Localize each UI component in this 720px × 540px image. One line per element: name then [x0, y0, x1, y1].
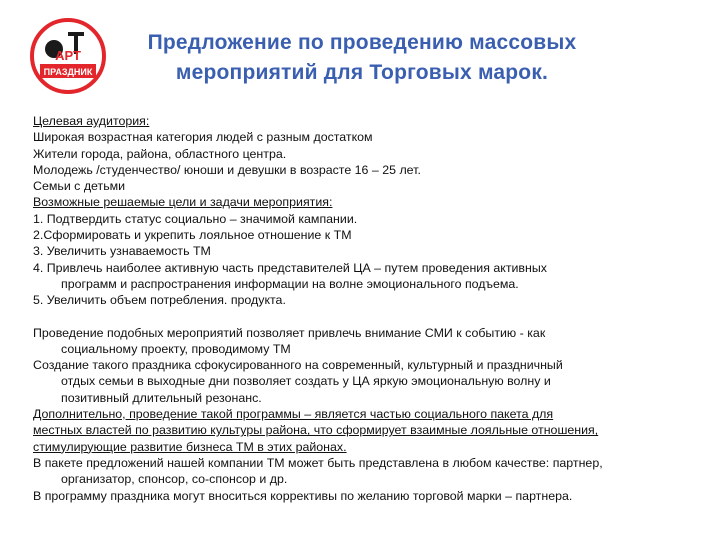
paragraph-line: В программу праздника могут вноситься коррективы по желанию торговой марки – партнера.	[33, 488, 573, 503]
list-item: 3. Увеличить узнаваемость ТМ	[33, 244, 211, 259]
logo-badge-text: ПРАЗДНИК	[43, 67, 93, 77]
paragraph-line-underlined: местных властей по развитию культуры района, что сформирует взаимные лояльные отношения,	[33, 423, 599, 438]
list-item: 2.Сформировать и укрепить лояльное отношение к ТМ	[33, 228, 352, 243]
paragraph-line: В пакете предложений нашей компании ТМ может быть представлена в любом качестве: партнер,	[33, 455, 603, 470]
paragraph-continuation: организатор, спонсор, со-спонсор и др.	[61, 472, 288, 487]
list-item: 1. Подтвердить статус социально – значимой кампании.	[33, 211, 358, 226]
paragraph-line: Молодежь /студенчество/ юноши и девушки в возрасте 16 – 25 лет.	[33, 162, 421, 177]
page-title	[112, 28, 612, 88]
list-item: 4. Привлечь наиболее активную часть представителей ЦА – путем проведения активных	[33, 260, 547, 275]
company-logo	[28, 16, 108, 96]
paragraph-continuation: социальному проекту, проводимому ТМ	[61, 341, 291, 356]
paragraph-line: Широкая возрастная категория людей с разным достатком	[33, 130, 373, 145]
list-item: 5. Увеличить объем потребления. продукта.	[33, 293, 286, 308]
paragraph-line: Создание такого праздника сфокусированного на современный, культурный и праздничный	[33, 358, 563, 373]
paragraph-continuation: позитивный длительный резонанс.	[61, 390, 262, 405]
paragraph-line-underlined: стимулирующие развитие бизнеса ТМ в этих районах.	[33, 439, 347, 454]
paragraph-continuation: отдых семьи в выходные дни позволяет создать у ЦА яркую эмоциональную волну и	[61, 374, 551, 389]
title-line-1: Предложение по проведению массовых	[147, 31, 577, 54]
paragraph-line-underlined: Дополнительно, проведение такой программы – является частью социального пакета для	[33, 407, 554, 422]
document-body	[33, 113, 693, 504]
paragraph-line: Жители города, района, областного центра.	[33, 146, 287, 161]
list-item-continuation: программ и распространения информации на волне эмоционального подъема.	[61, 276, 519, 291]
title-line-2: мероприятий для Торговых марок.	[175, 61, 549, 84]
paragraph-line: Семьи с детьми	[33, 179, 126, 194]
heading-goals: Возможные решаемые цели и задачи мероприятия:	[33, 195, 333, 210]
logo-text-top: АРТ	[55, 48, 81, 63]
paragraph-line: Проведение подобных мероприятий позволяет привлечь внимание СМИ к событию - как	[33, 325, 546, 340]
heading-target-audience: Целевая аудитория:	[33, 114, 150, 128]
